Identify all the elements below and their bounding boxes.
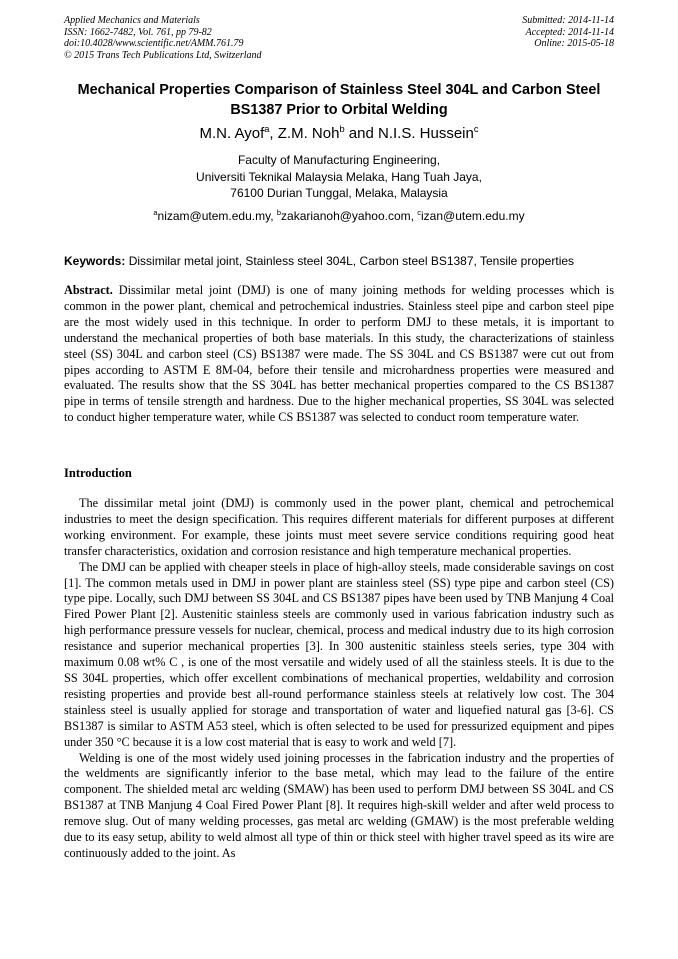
affiliation-line: Universiti Teknikal Malaysia Melaka, Hang Tuah Jaya,: [196, 169, 482, 184]
email-separator: ,: [270, 209, 277, 223]
keywords-text: Dissimilar metal joint, Stainless steel 304L, Carbon steel BS1387, Tensile properties: [125, 254, 575, 268]
affiliation-line: 76100 Durian Tunggal, Melaka, Malaysia: [230, 186, 448, 200]
paper-title: Mechanical Properties Comparison of Stainless Steel 304L and Carbon Steel BS1387 Prior to Orbital Welding: [77, 82, 601, 118]
email-mark: c: [417, 208, 422, 217]
online-date: Online: 2015-05-18: [534, 38, 614, 49]
email-address[interactable]: nizam@utem.edu.my: [157, 209, 271, 223]
author-affiliation-mark: c: [473, 124, 479, 134]
author-name: M.N. Ayof: [199, 125, 265, 142]
submitted-date: Submitted: 2014-11-14: [522, 15, 614, 26]
author-separator: and: [344, 125, 378, 142]
email-separator: ,: [410, 209, 418, 223]
introduction-body: [64, 496, 614, 862]
email-mark: b: [276, 208, 282, 217]
affiliation: [0, 152, 678, 202]
author-emails: [0, 208, 678, 224]
introduction-paragraph: The dissimilar metal joint (DMJ) is commonly used in the power plant, chemical and petrochemical industries to meet the design specification. This requires different materials for different purposes at different working environment. For example, these joints must meet severe service conditions requiring good heat transfer characteristics, oxidation and corrosion resistance and high temperature mechanical properties.: [64, 496, 614, 558]
email-address[interactable]: izan@utem.edu.my: [421, 209, 525, 223]
abstract: [64, 283, 614, 426]
journal-name: Applied Mechanics and Materials: [64, 15, 200, 26]
author-name: N.I.S. Hussein: [377, 125, 474, 142]
keywords-label: Keywords:: [64, 254, 126, 268]
accepted-date: Accepted: 2014-11-14: [525, 26, 614, 38]
author-affiliation-mark: a: [264, 124, 270, 134]
section-heading-introduction: Introduction: [64, 466, 132, 480]
journal-info-header: [64, 15, 262, 61]
journal-doi: doi:10.4028/www.scientific.net/AMM.761.79: [64, 38, 244, 49]
journal-issn: ISSN: 1662-7482, Vol. 761, pp 79-82: [64, 26, 212, 38]
abstract-label: Abstract.: [64, 283, 113, 297]
author-separator: ,: [269, 125, 278, 142]
email-address[interactable]: zakarianoh@yahoo.com: [281, 209, 411, 223]
introduction-paragraph: The DMJ can be applied with cheaper steels in place of high-alloy steels, made considerable savings on cost [1]. The common metals used in DMJ in power plant are stainless steel (SS) type pipe and carbon steel (CS) type pipe. Locally, such DMJ between SS 304L and CS BS1387 pipes have been used by TNB Manjung 4 Coal Fired Power Plant [2]. Austenitic stainless steels are commonly used in various fabrication industry such as high performance pressure vessels for nuclear, chemical, process and medical industry due to its high corrosion resistance and superior mechanical properties [3]. In 300 austenitic stainless steels series, type 304 with maximum 0.08 wt% C , is one of the most versatile and widely used of all the stainless steels. It is due to the SS 304L properties, which offer excellent combinations of mechanical properties, weldability and corrosion resisting properties and provide best all-round performance stainless steels at relatively low cost. The 304 stainless steel is usually applied for storage and transportation of water and liquefied natural gas [3-6]. CS BS1387 is similar to ASTM A53 steel, which is often selected to be used for pressurized equipment and pipes under 350 °C because it is a low cost material that is easy to work and weld [7].: [64, 559, 614, 749]
abstract-text: Dissimilar metal joint (DMJ) is one of many joining methods for welding processes which is common in the power plant, chemical and petrochemical industries. Stainless steel pipe and carbon steel pipe are the most widely used in this technique. In order to perform DMJ to these metals, it is important to understand the mechanical properties of both base materials. In this study, the characterizations of stainless steel (SS) 304L and carbon steel (CS) BS1387 were made. The SS 304L and CS BS1387 were cut out from pipes according to ASTM E 8M-04, before their tensile and microhardness properties were measured and evaluated. The results show that the SS 304L has better mechanical properties compared to the CS BS1387 pipe in terms of tensile strength and hardness. Due to the higher mechanical properties, SS 304L was selected to conduct higher temperature water, while CS BS1387 was selected to conduct room temperature water.: [64, 283, 614, 425]
journal-copyright: © 2015 Trans Tech Publications Ltd, Switzerland: [64, 49, 262, 61]
author-list: [0, 124, 678, 144]
author-name: Z.M. Noh: [277, 125, 340, 142]
author-affiliation-mark: b: [339, 124, 345, 134]
affiliation-line: Faculty of Manufacturing Engineering,: [237, 153, 441, 167]
introduction-paragraph: Welding is one of the most widely used joining processes in the fabrication industry and the properties of the weldments are significantly inferior to the base metal, which may lead to the failure of the entire component. The shielded metal arc welding (SMAW) has been used to perform DMJ between SS 304L and CS BS1387 at TNB Manjung 4 Coal Fired Power Plant [8]. It requires high-skill welder and after weld process to remove slug. Out of many welding processes, gas metal arc welding (GMAW) is the most preferable welding due to its easy setup, ability to weld almost all type of thin or thick steel with higher travel speed as its wire are continuously added to the joint. As: [64, 750, 614, 860]
email-mark: a: [153, 208, 158, 217]
keywords: [64, 253, 616, 269]
dates-header: [522, 15, 614, 50]
